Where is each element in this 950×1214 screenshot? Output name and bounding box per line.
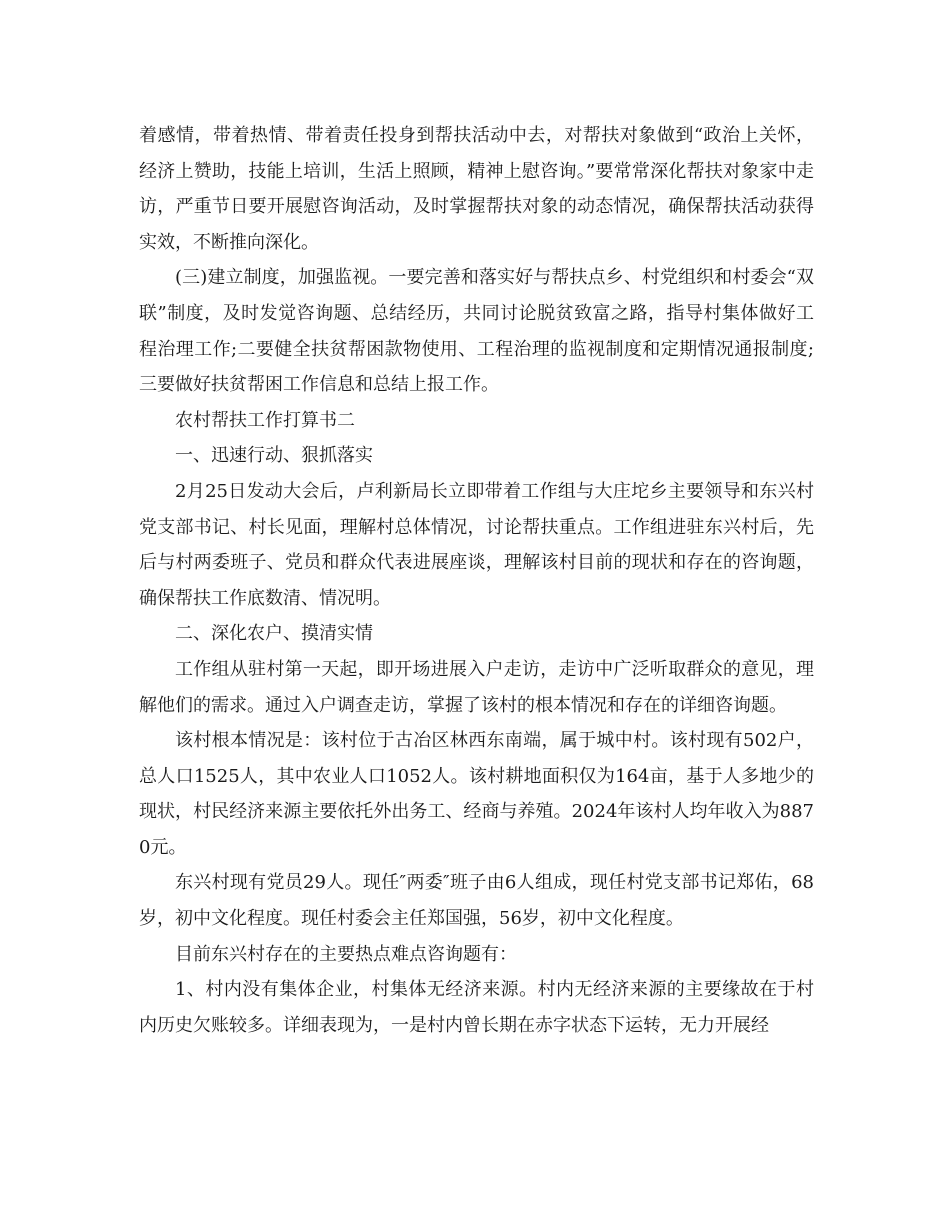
paragraph: 东兴村现有党员29人。现任″两委″班子由6人组成，现任村党支部书记郑佑，68岁，初中文化程度。现任村委会主任郑国强，56岁，初中文化程度。 (139, 872, 814, 930)
paragraph: 1、村内没有集体企业，村集体无经济来源。村内无经济来源的主要缘故在于村内历史欠账较多。详细表现为，一是村内曾长期在赤字状态下运转，无力开展经 (139, 979, 814, 1036)
section-heading-two: 二、深化农户、摸清实情 (175, 623, 373, 645)
paragraph-section-three: (三)建立制度，加强监视。一要完善和落实好与帮扶点乡、村党组织和村委会“双联”制度，及时发觉咨询题、总结经历，共同讨论脱贫致富之路，指导村集体做好工程治理工作;二要健全扶贫帮困款物使用、工程治理的监视制度和定期情况通报制度;三要做好扶贫帮困工作信息和总结上报工作。 (139, 267, 814, 396)
paragraph-continuation: 着感情，带着热情、带着责任投身到帮扶活动中去，对帮扶对象做到“政治上关怀，经济上赞助，技能上培训，生活上照顾，精神上慰咨询。”要常常深化帮扶对象家中走访，严重节日要开展慰咨询活动，及时掌握帮扶对象的动态情况，确保帮扶活动获得实效，不断推向深化。 (139, 125, 814, 253)
paragraph: 该村根本情况是：该村位于古冶区林西东南端，属于城中村。该村现有502户，总人口1525人，其中农业人口1052人。该村耕地面积仅为164亩，基于人多地少的现状，村民经济来源主要依托外出务工、经商与养殖。2024年该村人均年收入为8870元。 (139, 730, 814, 858)
document-subtitle: 农村帮扶工作打算书二 (175, 409, 355, 431)
paragraph: 工作组从驻村第一天起，即开场进展入户走访，走访中广泛听取群众的意见，理解他们的需求。通过入户调查走访，掌握了该村的根本情况和存在的详细咨询题。 (139, 658, 814, 716)
paragraph: 2月25日发动大会后，卢利新局长立即带着工作组与大庄坨乡主要领导和东兴村党支部书记、村长见面，理解村总体情况，讨论帮扶重点。工作组进驻东兴村后，先后与村两委班子、党员和群众代表进展座谈，理解该村目前的现状和存在的咨询题，确保帮扶工作底数清、情况明。 (139, 480, 814, 609)
document-body (139, 118, 814, 1043)
section-heading-one: 一、迅速行动、狠抓落实 (175, 445, 373, 467)
paragraph: 目前东兴村存在的主要热点难点咨询题有： (175, 943, 517, 965)
